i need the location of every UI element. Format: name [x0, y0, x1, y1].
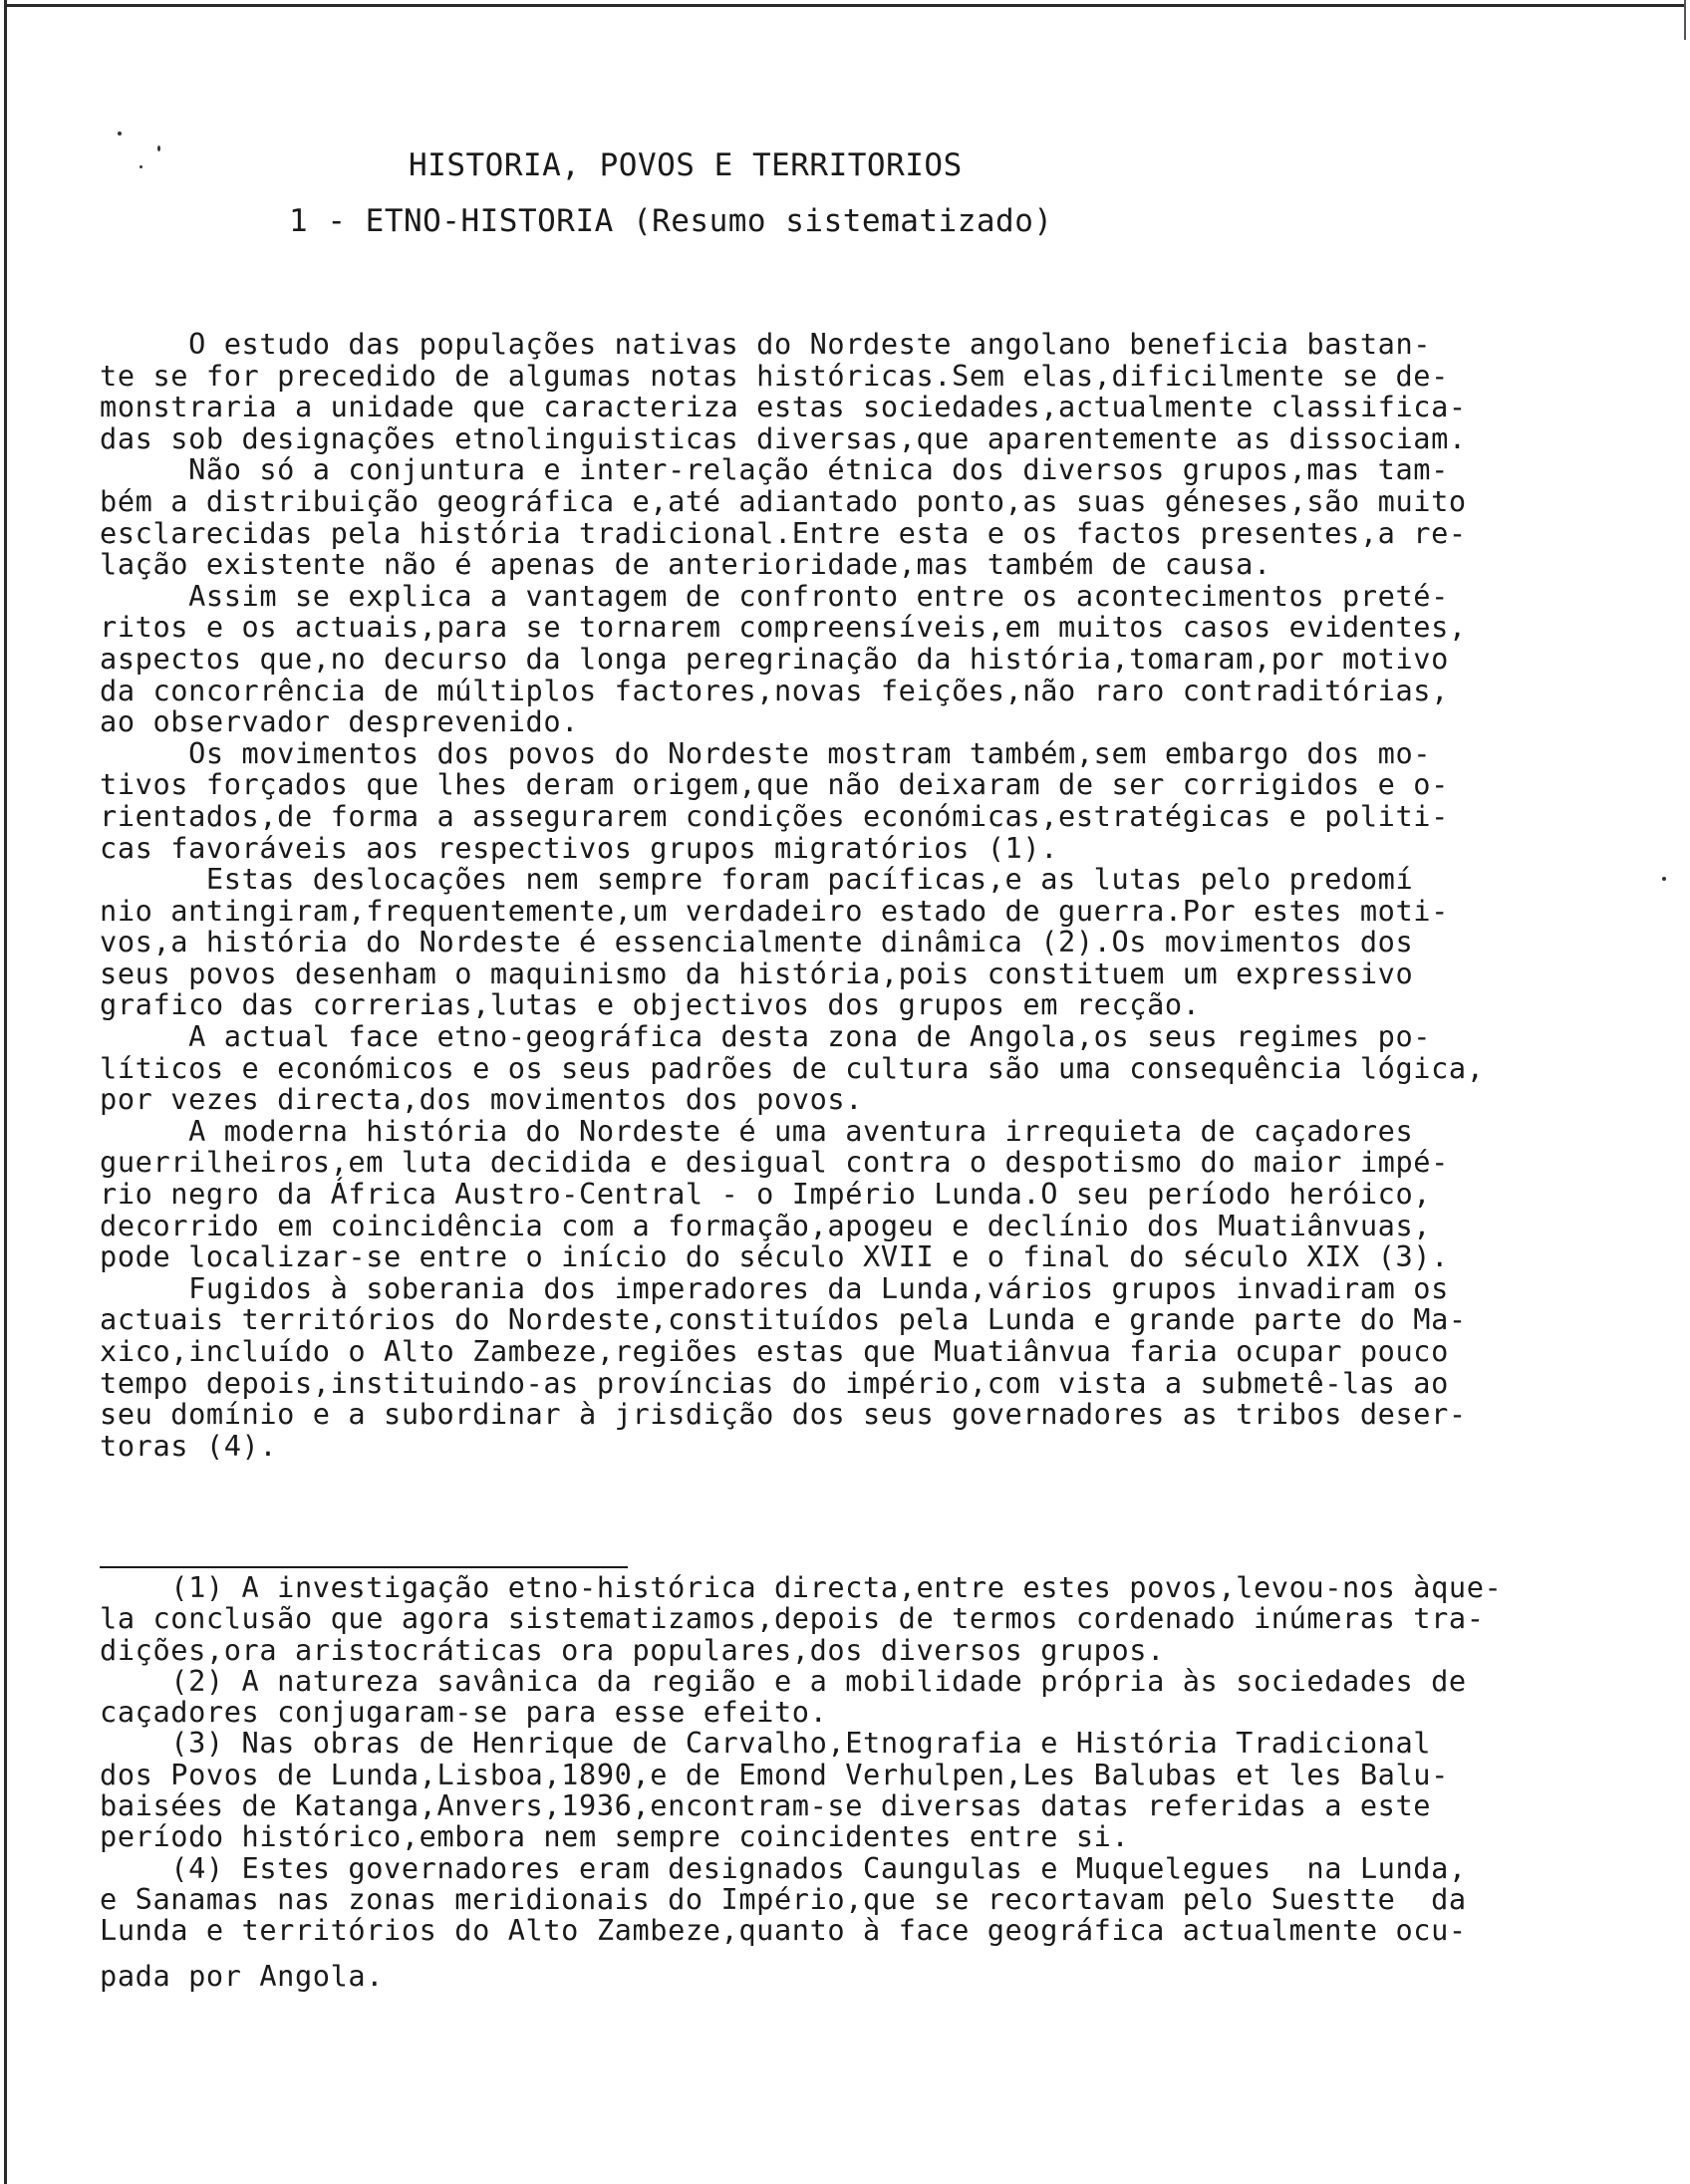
scan-speck — [140, 165, 142, 168]
body-line: rientados,de forma a assegurarem condições económicas,estratégicas e politi- — [100, 798, 1449, 833]
body-line: Os movimentos dos povos do Nordeste mostram também,sem embargo dos mo- — [100, 735, 1432, 770]
body-line: decorrido em coincidência com a formação,apogeu e declínio dos Muatiânvuas, — [100, 1208, 1432, 1242]
footnote-separator — [100, 1566, 628, 1568]
body-line: guerrilheiros,em luta decidida e desigual contra o despotismo do maior impé- — [100, 1145, 1449, 1180]
body-line: esclarecidas pela história tradicional.Entre esta e os factos presentes,a re- — [100, 515, 1467, 550]
body-line: toras (4). — [100, 1428, 278, 1463]
page-right-edge — [1684, 0, 1686, 40]
page-left-edge — [4, 0, 7, 2184]
body-line: tivos forçados que lhes deram origem,que não deixaram de ser corrigidos e o- — [100, 767, 1449, 802]
footnote-line: dos Povos de Lunda,Lisboa,1890,e de Emond Verhulpen,Les Balubas et les Balu- — [100, 1757, 1449, 1791]
footnote-line: (3) Nas obras de Henrique de Carvalho,Etnografia e História Tradicional — [100, 1726, 1432, 1761]
page-title: HISTORIA, POVOS E TERRITORIOS — [409, 147, 963, 183]
footnote-line: e Sanamas nas zonas meridionais do Império,que se recortavam pelo Suestte da — [100, 1881, 1467, 1916]
body-line: A moderna história do Nordeste é uma aventura irrequieta de caçadores — [100, 1113, 1414, 1148]
body-line: bém a distribuição geográfica e,até adiantado ponto,as suas géneses,são muito — [100, 483, 1467, 518]
footnote-line: caçadores conjugaram-se para esse efeito. — [100, 1695, 828, 1730]
body-line: te se for precedido de algumas notas históricas.Sem elas,dificilmente se de- — [100, 358, 1449, 393]
body-text — [100, 329, 1674, 1462]
body-line: rio negro da África Austro-Central - o Império Lunda.O seu período heróico, — [100, 1177, 1432, 1212]
body-line: líticos e económicos e os seus padrões de cultura são uma consequência lógica, — [100, 1050, 1485, 1085]
scan-speck — [157, 145, 160, 151]
body-line: Fugidos à soberania dos imperadores da Lunda,vários grupos invadiram os — [100, 1270, 1449, 1305]
footnote-line: dições,ora aristocráticas ora populares,dos diversos grupos. — [100, 1632, 1165, 1667]
body-line: aspectos que,no decurso da longa peregrinação da história,tomaram,por motivo — [100, 641, 1449, 676]
body-line: por vezes directa,dos movimentos dos povos. — [100, 1082, 864, 1117]
scan-speck — [118, 132, 122, 136]
body-line: A actual face etno-geográfica desta zona de Angola,os seus regimes po- — [100, 1019, 1432, 1054]
body-line: ao observador desprevenido. — [100, 704, 580, 739]
footnote-line: pada por Angola. — [100, 1958, 385, 1993]
body-line: nio antingiram,frequentemente,um verdadeiro estado de guerra.Por estes moti- — [100, 893, 1449, 928]
footnote-line: (2) A natureza savânica da região e a mobilidade própria às sociedades de — [100, 1663, 1467, 1698]
body-line: seu domínio e a subordinar à jrisdição dos seus governadores as tribos deser- — [100, 1397, 1467, 1432]
body-line: da concorrência de múltiplos factores,novas feições,não raro contraditórias, — [100, 673, 1449, 707]
body-line: Estas deslocações nem sempre foram pacíficas,e as lutas pelo predomí — [100, 862, 1414, 897]
body-line: pode localizar-se entre o início do século XVII e o final do século XIX (3). — [100, 1239, 1449, 1274]
body-line: grafico das correrias,lutas e objectivos dos grupos em recção. — [100, 987, 1201, 1022]
body-line: seus povos desenham o maquinismo da história,pois constituem um expressivo — [100, 956, 1414, 990]
footnote-line: Lunda e territórios do Alto Zambeze,quanto à face geográfica actualmente ocu- — [100, 1913, 1467, 1948]
body-line: cas favoráveis aos respectivos grupos migratórios (1). — [100, 830, 1059, 865]
page-top-edge — [4, 4, 1684, 7]
footnotes — [100, 1572, 1674, 1992]
footnote-line: (1) A investigação etno-histórica directa,entre estes povos,levou-nos àque- — [100, 1570, 1503, 1604]
body-line: vos,a história do Nordeste é essencialmente dinâmica (2).Os movimentos dos — [100, 925, 1414, 959]
body-line: actuais territórios do Nordeste,constituídos pela Lunda e grande parte do Ma- — [100, 1302, 1467, 1337]
footnote-line: baisées de Katanga,Anvers,1936,encontram-se diversas datas referidas a este — [100, 1788, 1432, 1823]
body-line: Assim se explica a vantagem de confronto entre os acontecimentos preté- — [100, 578, 1449, 613]
page-subtitle: 1 - ETNO-HISTORIA (Resumo sistematizado) — [289, 203, 1053, 239]
footnote-line: (4) Estes governadores eram designados Caungulas e Muquelegues na Lunda, — [100, 1850, 1467, 1885]
body-line: O estudo das populações nativas do Nordeste angolano beneficia bastan- — [100, 327, 1432, 361]
body-line: lação existente não é apenas de anterioridade,mas também de causa. — [100, 547, 1271, 582]
footnote-line: período histórico,embora nem sempre coincidentes entre si. — [100, 1819, 1130, 1854]
body-line: monstraria a unidade que caracteriza estas sociedades,actualmente classifica- — [100, 390, 1467, 424]
body-line: das sob designações etnolinguisticas diversas,que aparentemente as dissociam. — [100, 420, 1467, 455]
body-line: Não só a conjuntura e inter-relação étnica dos diversos grupos,mas tam- — [100, 452, 1449, 487]
body-line: tempo depois,instituindo-as províncias do império,com vista a submetê-las ao — [100, 1365, 1449, 1400]
body-line: xico,incluído o Alto Zambeze,regiões estas que Muatiânvua faria ocupar pouco — [100, 1334, 1449, 1368]
body-line: ritos e os actuais,para se tornarem compreensíveis,em muitos casos evidentes, — [100, 610, 1467, 645]
footnote-line: la conclusão que agora sistematizamos,depois de termos cordenado inúmeras tra- — [100, 1601, 1485, 1636]
